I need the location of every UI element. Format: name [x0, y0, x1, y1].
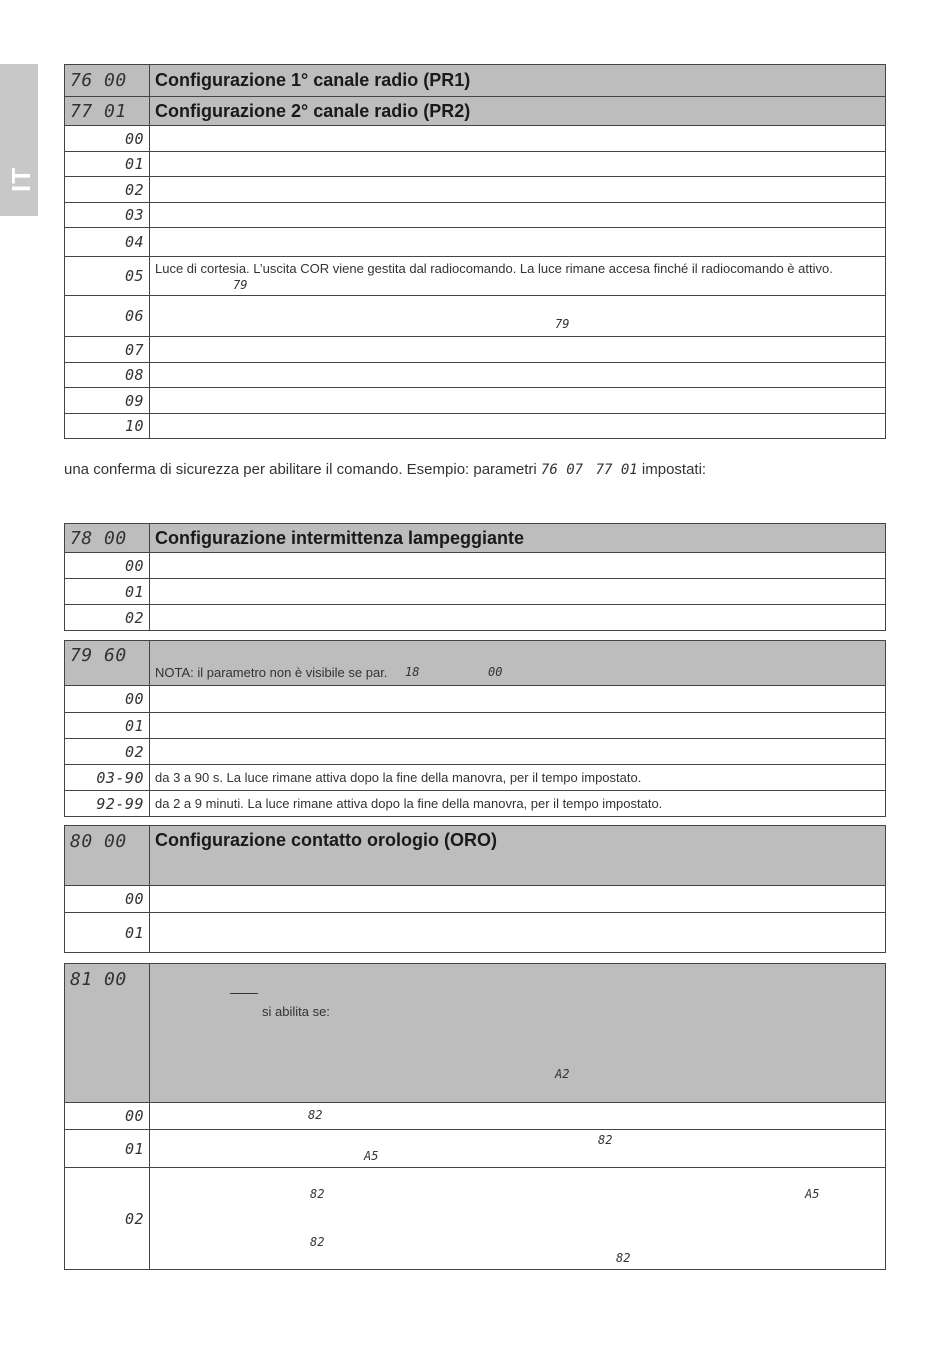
- example-note: una conferma di sicurezza per abilitare il comando. Esempio: parametri 76 07 77 01 impostati:: [64, 461, 707, 478]
- radio-channel-table: [64, 64, 886, 439]
- table-row: [65, 152, 886, 177]
- option-code: 00: [65, 553, 150, 579]
- param-ref: A5: [805, 1187, 820, 1201]
- table-row: [65, 765, 886, 791]
- option-code: 01: [65, 152, 150, 177]
- table-header: [65, 641, 886, 686]
- param-ref: 79: [555, 317, 570, 331]
- param-ref: 77 01: [595, 462, 638, 478]
- param-81-table: [64, 963, 886, 1270]
- table-row: [65, 363, 886, 388]
- language-label: IT: [6, 166, 36, 192]
- option-text: da 3 a 90 s. La luce rimane attiva dopo la fine della manovra, per il tempo impostato.: [150, 765, 886, 791]
- option-code: 92-99: [65, 791, 150, 817]
- option-code: 00: [65, 886, 150, 913]
- option-code: 00: [65, 1103, 150, 1130]
- option-text: Luce di cortesia. L’uscita COR viene gestita dal radiocomando. La luce rimane accesa finché il radiocomando è attivo.: [155, 261, 833, 276]
- table-row: [65, 126, 886, 152]
- option-code: 00: [65, 126, 150, 152]
- param-ref: A2: [555, 1067, 570, 1081]
- option-code: 10: [65, 414, 150, 439]
- table-row: [65, 791, 886, 817]
- option-code: 02: [65, 177, 150, 203]
- option-code: 08: [65, 363, 150, 388]
- table-row: [65, 1168, 886, 1270]
- table-row: [65, 886, 886, 913]
- table-header: [65, 524, 886, 553]
- table-row: [65, 414, 886, 439]
- param-title: Configurazione 1° canale radio (PR1): [150, 65, 886, 97]
- option-code: 01: [65, 713, 150, 739]
- table-row: [65, 913, 886, 953]
- option-code: 03: [65, 203, 150, 228]
- table-header: [65, 826, 886, 886]
- param-code: 81 00: [65, 964, 150, 1103]
- param-ref: 00: [488, 665, 503, 679]
- option-code: 04: [65, 228, 150, 257]
- param-ref: 82: [598, 1133, 613, 1147]
- table-header: [65, 97, 886, 126]
- option-code: 06: [65, 296, 150, 337]
- option-code: 01: [65, 1130, 150, 1168]
- option-code: 03-90: [65, 765, 150, 791]
- param-ref: 76 07: [540, 462, 584, 478]
- clock-contact-table: [64, 825, 886, 953]
- table-header: [65, 964, 886, 1103]
- courtesy-light-table: [64, 640, 886, 817]
- option-code: 02: [65, 605, 150, 631]
- table-row: [65, 203, 886, 228]
- param-ref: 82: [616, 1251, 631, 1265]
- param-ref: 82: [308, 1108, 323, 1122]
- table-row: [65, 177, 886, 203]
- param-note: NOTA: il parametro non è visibile se par.: [155, 665, 388, 680]
- table-row: [65, 337, 886, 363]
- option-text: da 2 a 9 minuti. La luce rimane attiva dopo la fine della manovra, per il tempo impostato.: [150, 791, 886, 817]
- param-code: 77 01: [65, 97, 150, 126]
- param-ref: 82: [310, 1187, 325, 1201]
- table-header: [65, 65, 886, 97]
- option-code: 02: [65, 739, 150, 765]
- table-row: [65, 579, 886, 605]
- param-code: 76 00: [65, 65, 150, 97]
- param-title: Configurazione contatto orologio (ORO): [150, 826, 886, 886]
- param-ref: 18: [405, 665, 420, 679]
- table-row: [65, 739, 886, 765]
- option-code: 05: [65, 257, 150, 296]
- table-row: [65, 605, 886, 631]
- param-code: 78 00: [65, 524, 150, 553]
- param-title: Configurazione 2° canale radio (PR2): [150, 97, 886, 126]
- table-row: [65, 713, 886, 739]
- option-code: 02: [65, 1168, 150, 1270]
- table-row: [65, 686, 886, 713]
- table-row: [65, 1103, 886, 1130]
- table-row: [65, 228, 886, 257]
- table-row: [65, 553, 886, 579]
- option-code: 01: [65, 579, 150, 605]
- option-code: 01: [65, 913, 150, 953]
- param-text: si abilita se:: [262, 1004, 330, 1019]
- table-row: [65, 388, 886, 414]
- language-tab: [0, 64, 38, 216]
- option-code: 00: [65, 686, 150, 713]
- param-code: 80 00: [65, 826, 150, 886]
- flasher-table: [64, 523, 886, 631]
- option-code: 07: [65, 337, 150, 363]
- param-ref: 82: [310, 1235, 325, 1249]
- table-row: [65, 257, 886, 296]
- option-code: 09: [65, 388, 150, 414]
- param-ref: 79: [233, 278, 248, 292]
- param-ref: A5: [364, 1149, 379, 1163]
- param-code: 79 60: [65, 641, 150, 686]
- param-title: Configurazione intermittenza lampeggiante: [150, 524, 886, 553]
- table-row: [65, 296, 886, 337]
- table-row: [65, 1130, 886, 1168]
